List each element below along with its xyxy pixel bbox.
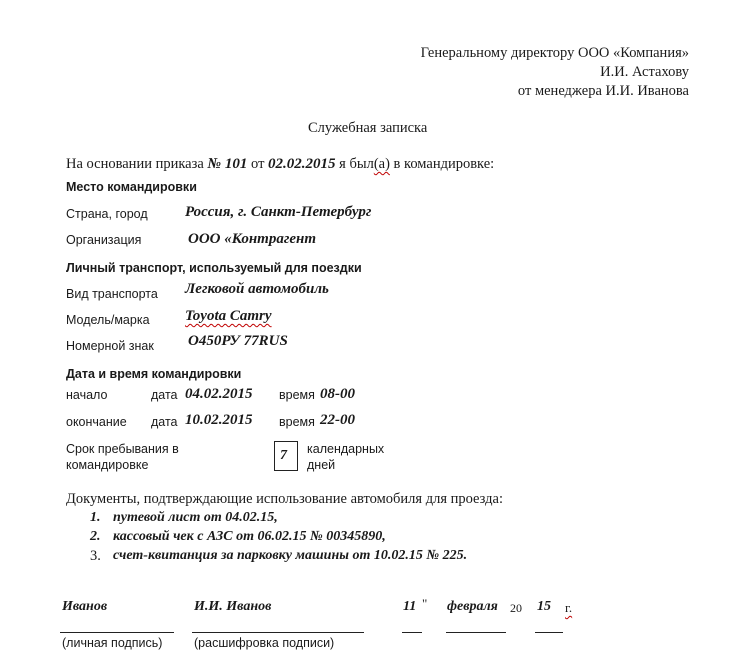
model-label: Модель/марка bbox=[66, 313, 150, 327]
intro-text-was: я был bbox=[339, 156, 374, 172]
signature-full-name: И.И. Иванов bbox=[194, 599, 272, 614]
signature-year-prefix: 20 bbox=[510, 601, 522, 615]
end-label: окончание bbox=[66, 415, 127, 429]
end-date-value: 10.02.2015 bbox=[185, 412, 253, 428]
name-caption: (расшифровка подписи) bbox=[194, 636, 335, 650]
month-line bbox=[446, 632, 506, 633]
addressee-line: Генеральному директору ООО «Компания» bbox=[420, 45, 689, 61]
name-line bbox=[192, 632, 364, 633]
model-value: Toyota Camry bbox=[185, 308, 272, 324]
end-time-label: время bbox=[279, 415, 315, 429]
doc-item-1: путевой лист от 04.02.15, bbox=[113, 510, 278, 525]
place-heading: Место командировки bbox=[66, 180, 197, 194]
duration-label-1: Срок пребывания в bbox=[66, 442, 179, 456]
intro-text-gender: (а) bbox=[373, 156, 390, 172]
intro-line bbox=[66, 156, 494, 173]
addressee-name: И.И. Астахову bbox=[600, 64, 689, 80]
duration-value: 7 bbox=[280, 448, 287, 463]
doc-item-2: кассовый чек с АЗС от 06.02.15 № 00345890, bbox=[113, 529, 386, 544]
transport-type-value: Легковой автомобиль bbox=[185, 281, 329, 297]
country-value: Россия, г. Санкт-Петербург bbox=[185, 204, 372, 220]
intro-text-trip: в командировке: bbox=[393, 156, 495, 172]
signature-name: Иванов bbox=[62, 599, 108, 614]
doc-item-num-2: 2. bbox=[90, 529, 101, 544]
start-date-value: 04.02.2015 bbox=[185, 386, 253, 402]
dates-heading: Дата и время командировки bbox=[66, 367, 242, 381]
transport-type-label: Вид транспорта bbox=[66, 287, 158, 301]
intro-text: На основании приказа bbox=[66, 156, 204, 172]
doc-item-num-1: 1. bbox=[90, 510, 101, 525]
signature-year-suffix: 15 bbox=[537, 599, 551, 614]
order-number: № 101 bbox=[207, 156, 248, 172]
day-line bbox=[402, 632, 422, 633]
start-date-label: дата bbox=[151, 388, 178, 402]
signature-month: февраля bbox=[447, 599, 498, 614]
documents-heading: Документы, подтверждающие использование автомобиля для проезда: bbox=[66, 491, 503, 507]
document-title: Служебная записка bbox=[308, 120, 428, 136]
start-time-label: время bbox=[279, 388, 315, 402]
plate-value: О450РУ 77RUS bbox=[188, 333, 288, 349]
intro-text-from: от bbox=[251, 156, 265, 172]
end-time-value: 22-00 bbox=[320, 412, 355, 428]
signature-quote: " bbox=[422, 596, 428, 611]
signature-year-unit: г. bbox=[565, 600, 573, 615]
end-date-label: дата bbox=[151, 415, 178, 429]
year-line bbox=[535, 632, 563, 633]
doc-item-3: счет-квитанция за парковку машины от 10.02.15 № 225. bbox=[113, 548, 468, 563]
sender-line: от менеджера И.И. Иванова bbox=[517, 83, 689, 99]
duration-unit-1: календарных bbox=[307, 442, 385, 456]
transport-heading: Личный транспорт, используемый для поездки bbox=[66, 261, 362, 275]
duration-unit-2: дней bbox=[307, 458, 336, 472]
signature-day: 11 bbox=[403, 599, 417, 614]
doc-item-num-3: 3. bbox=[90, 548, 101, 564]
org-value: ООО «Контрагент bbox=[188, 231, 317, 247]
org-label: Организация bbox=[66, 233, 142, 247]
country-label: Страна, город bbox=[66, 207, 148, 221]
plate-label: Номерной знак bbox=[66, 339, 154, 353]
order-date: 02.02.2015 bbox=[268, 156, 336, 172]
start-label: начало bbox=[66, 388, 108, 402]
duration-label-2: командировке bbox=[66, 458, 149, 472]
signature-caption: (личная подпись) bbox=[62, 636, 163, 650]
start-time-value: 08-00 bbox=[320, 386, 355, 402]
signature-line bbox=[60, 632, 174, 633]
